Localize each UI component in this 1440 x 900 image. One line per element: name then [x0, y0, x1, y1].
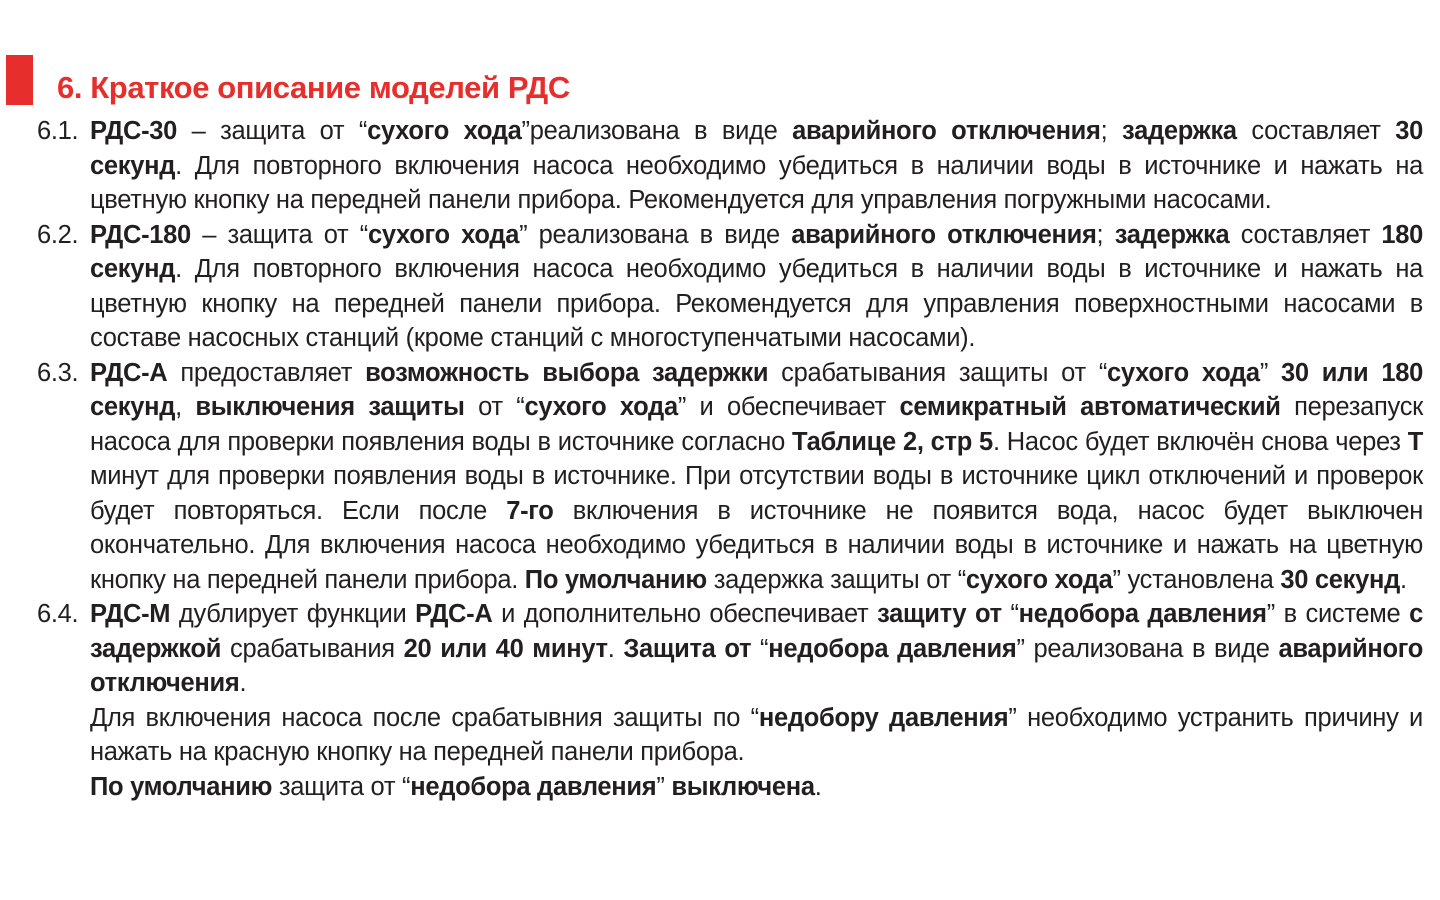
section-heading: 6. Краткое описание моделей РДС — [57, 70, 570, 105]
paragraph — [90, 356, 1423, 598]
text-run: ” необходимо устранить причину и нажать на красную кнопку на передней панели прибора. — [90, 703, 1423, 766]
bold-text-run: Защита от — [623, 634, 752, 663]
bold-text-run: выключения защиты — [195, 393, 465, 421]
bold-text-run: недобора давления — [1018, 600, 1267, 628]
item-body — [90, 356, 1423, 598]
paragraph — [90, 114, 1423, 218]
bold-text-run: защиту от — [877, 600, 1002, 628]
bold-text-run: 7-го — [506, 496, 554, 525]
text-run: включения в источнике не появится вода, насос будет выключен окончательно. Для включения насоса необходимо убедиться в наличии воды в источнике и нажать на цветную кнопку на передней панели прибора. — [90, 496, 1423, 594]
bold-text-run: недобору давления — [758, 703, 1009, 732]
text-run: ” реализована в виде — [1016, 634, 1279, 663]
item-body — [90, 218, 1423, 356]
bold-text-run: По умолчанию — [524, 565, 707, 594]
list-item — [37, 356, 1423, 598]
bold-text-run: РДС-30 — [90, 117, 178, 145]
paragraph — [90, 701, 1423, 770]
list-item — [37, 597, 1423, 804]
bold-text-run: задержка — [1114, 220, 1230, 249]
bold-text-run: 30 секунд — [1280, 565, 1400, 594]
red-accent-block — [6, 55, 33, 105]
item-number: 6.1. — [37, 117, 79, 145]
paragraph — [90, 770, 1423, 805]
list-item — [37, 218, 1423, 356]
item-body — [90, 597, 1423, 804]
bold-text-run: выключена — [671, 772, 815, 801]
text-run: минут для проверки появления воды в источнике. При отсутствии воды в источнике цикл отключений и проверок будет повторяться. Если после — [90, 462, 1423, 525]
text-run: ” — [656, 772, 672, 801]
bold-text-run: сухого хода — [965, 565, 1113, 594]
item-number: 6.2. — [37, 220, 79, 249]
text-run: предоставляет — [167, 358, 366, 387]
bold-text-run: недобора давления — [410, 772, 657, 801]
paragraph — [90, 218, 1423, 356]
bold-text-run: сухого хода — [367, 220, 520, 249]
text-run: составляет — [1236, 117, 1396, 145]
bold-text-run: сухого хода — [524, 393, 678, 421]
bold-text-run: 20 или 40 минут — [403, 634, 608, 663]
text-run: . Для повторного включения насоса необходимо убедиться в наличии воды в источнике и нажать на цветную кнопку на передней панели прибора. Рекомендуется для управления погружными насосами. — [90, 151, 1423, 214]
text-run: задержка защиты от “ — [706, 565, 966, 594]
list-item — [37, 114, 1423, 218]
text-run: . Насос будет включён снова через — [992, 427, 1408, 456]
text-run: ” — [1259, 358, 1281, 387]
item-number: 6.4. — [37, 600, 79, 628]
text-run: – защита от “ — [190, 220, 368, 249]
text-run: . Для повторного включения насоса необходимо убедиться в наличии воды в источнике и нажать на цветную кнопку на передней панели прибора. Рекомендуется для управления поверхностными насосами в составе насосных станций (кроме станций с многоступенчатыми насосами). — [90, 255, 1423, 352]
text-run: Для включения насоса после срабатывния защиты по “ — [90, 703, 759, 732]
text-run: ”реализована в виде — [521, 117, 793, 145]
text-run: “ — [1001, 600, 1019, 628]
model-list — [37, 114, 1423, 804]
text-run: ” установлена — [1112, 565, 1281, 594]
bold-text-run: недобора давления — [768, 634, 1017, 663]
bold-text-run: семикратный автоматический — [899, 393, 1281, 421]
text-run: . — [814, 772, 822, 801]
bold-text-run: аварийного отключения — [792, 117, 1101, 145]
bold-text-run: 30 секунд — [90, 117, 1423, 180]
bold-text-run: сухого хода — [367, 117, 522, 145]
bold-text-run: По умолчанию — [90, 772, 273, 801]
bold-text-run: 180 секунд — [90, 220, 1424, 283]
item-body — [90, 114, 1423, 218]
paragraph — [90, 597, 1423, 701]
bold-text-run: Т — [1407, 427, 1424, 456]
bold-text-run: РДС-М — [90, 600, 171, 628]
text-run: ” реализована в виде — [519, 220, 792, 249]
text-run: ” в системе — [1266, 600, 1410, 628]
bold-text-run: аварийного отключения — [90, 634, 1423, 697]
text-run: , — [175, 393, 196, 421]
bold-text-run: РДС-А — [415, 600, 493, 628]
text-run: . — [607, 634, 624, 663]
text-run: срабатывания — [221, 634, 404, 663]
text-run: срабатывания защиты от “ — [768, 358, 1108, 387]
text-run: ; — [1096, 220, 1115, 249]
text-run: от “ — [464, 393, 525, 421]
bold-text-run: РДС-180 — [90, 220, 191, 249]
item-number: 6.3. — [37, 358, 79, 387]
bold-text-run: сухого хода — [1107, 358, 1260, 387]
text-run: – защита от “ — [177, 117, 368, 145]
text-run: . — [239, 669, 247, 697]
bold-text-run: РДС-А — [90, 358, 168, 387]
bold-text-run: с задержкой — [90, 600, 1423, 663]
text-run: ; — [1100, 117, 1123, 145]
text-run: составляет — [1229, 220, 1382, 249]
text-run: . — [1400, 565, 1407, 594]
bold-text-run: задержка — [1122, 117, 1237, 145]
bold-text-run: возможность выбора задержки — [365, 358, 769, 387]
bold-text-run: Таблице 2, стр 5 — [792, 427, 993, 456]
text-run: “ — [751, 634, 769, 663]
text-run: дублирует функции — [170, 600, 416, 628]
text-run: перезапуск насоса для проверки появления воды в источнике согласно — [90, 393, 1423, 456]
text-run: ” и обеспечивает — [677, 393, 900, 421]
text-run: защита от “ — [272, 772, 411, 801]
bold-text-run: 30 или 180 секунд — [90, 358, 1423, 421]
text-run: и дополнительно обеспечивает — [492, 600, 878, 628]
bold-text-run: аварийного отключения — [791, 220, 1097, 249]
